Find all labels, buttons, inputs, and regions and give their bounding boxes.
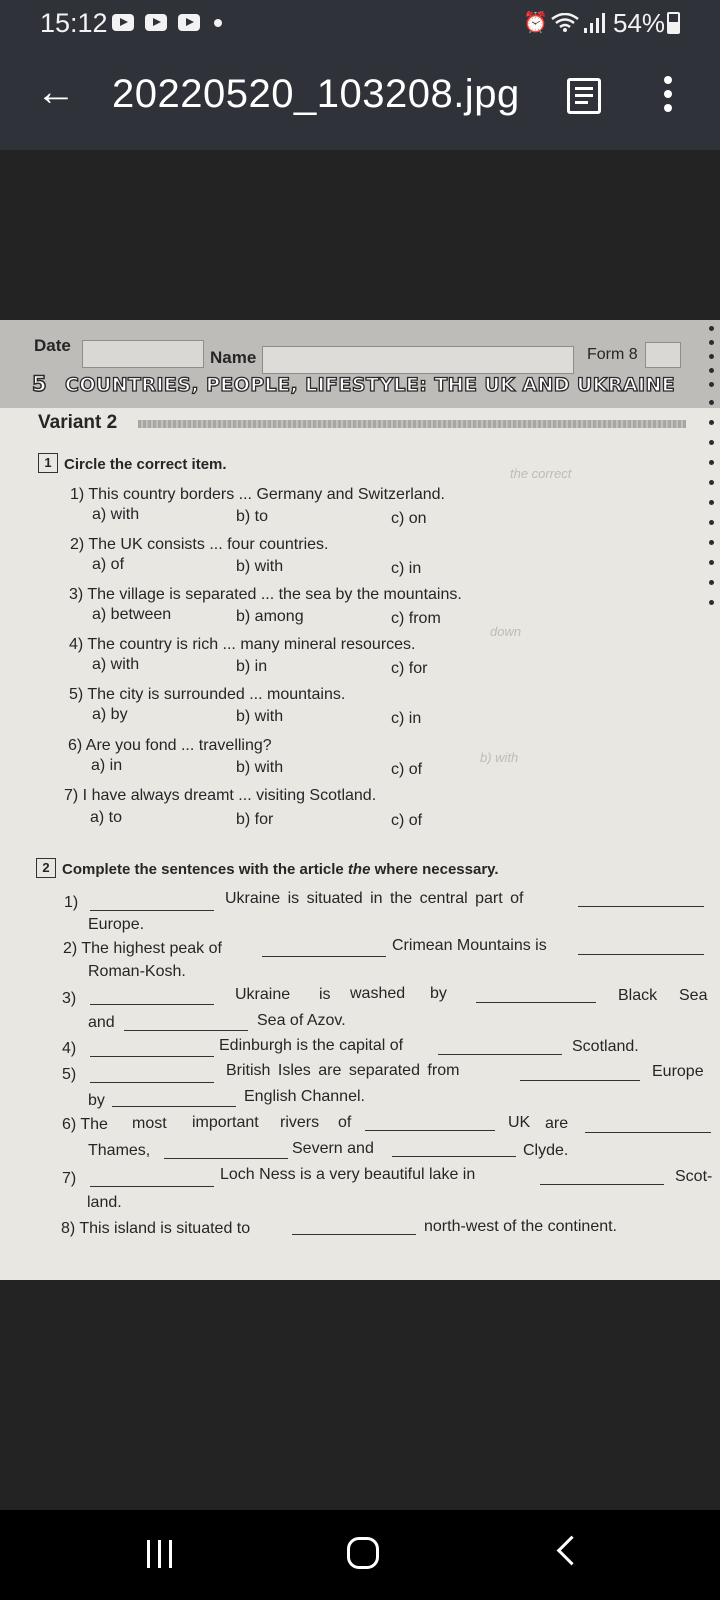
sentence-text: rivers [280,1114,320,1131]
sentence-text: Europe [652,1063,704,1080]
sentence-text: important [192,1114,259,1131]
option-a: a) by [92,706,128,723]
unit-number: 5 [32,372,47,396]
sentence-text: 2) The highest peak of [63,940,222,957]
answer-blank [585,1132,711,1133]
binder-ring [709,382,714,387]
option-c: c) in [391,710,422,727]
answer-blank [90,1056,214,1057]
answer-blank [90,1186,214,1187]
sentence-text: washed [350,985,406,1002]
option-b: b) with [236,558,284,575]
sentence-text: Scotland. [572,1038,639,1055]
photo-image[interactable] [0,320,720,1280]
binder-ring [709,326,714,331]
answer-blank [90,910,214,911]
answer-blank [476,1002,596,1003]
arrow-left-icon[interactable]: ← [36,70,76,114]
answer-blank [365,1130,495,1131]
option-b: b) for [236,811,274,828]
sentence-text: UK [508,1114,531,1131]
exercise-title: Complete the sentences with the article the where necessary. [62,861,499,878]
file-title: 20220520_103208.jpg [112,72,520,116]
more-vertical-icon[interactable] [664,76,672,118]
sentence-text: Severn and [292,1140,374,1157]
answer-blank [540,1184,664,1185]
sentence-text: by [88,1092,105,1109]
binder-ring [709,400,714,405]
answer-blank [578,954,704,955]
option-c: c) in [391,560,422,577]
option-c: c) from [391,610,441,627]
battery-percent: 54% [613,8,666,38]
show-through-text: the correct [510,466,572,481]
sentence-text: 8) This island is situated to [61,1220,251,1237]
name-field [262,346,574,374]
answer-blank [164,1158,288,1159]
answer-blank [292,1234,416,1235]
wifi-icon [550,13,580,33]
sentence-text: Clyde. [523,1142,569,1159]
binder-ring [709,500,714,505]
sentence-text: most [132,1115,167,1132]
back-chevron-icon[interactable] [557,1536,587,1566]
option-a: a) to [90,809,123,826]
sentence-text: Loch Ness is a very beautiful lake in [220,1166,476,1183]
question-text: 7) I have always dreamt ... visiting Scotland. [64,787,377,804]
option-a: a) with [92,656,140,673]
sentence-text: Ukraine [235,986,291,1003]
sentence-number: 1) [64,894,79,911]
answer-blank [438,1054,562,1055]
answer-blank [112,1106,236,1107]
answer-blank [392,1156,516,1157]
option-c: c) of [391,761,423,778]
battery-icon [667,12,680,34]
sentence-text: Europe. [88,916,145,933]
sentence-text: Sea of Azov. [257,1012,346,1029]
youtube-icon [112,14,134,31]
question-text: 5) The city is surrounded ... mountains. [69,686,346,703]
sentence-text: 6) The [62,1116,108,1133]
variant-label: Variant 2 [38,412,118,433]
sentence-text: are [545,1115,569,1132]
question-text: 1) This country borders ... Germany and Switzerland. [70,486,445,503]
option-c: c) for [391,660,428,677]
option-a: a) with [92,506,140,523]
sentence-text: Scot- [675,1168,713,1185]
show-through-text: b) with [480,750,519,765]
sentence-number: 4) [62,1040,77,1057]
binder-ring [709,480,714,485]
binder-ring [709,460,714,465]
name-label: Name [210,348,257,367]
binder-ring [709,600,714,605]
show-through-text: down [490,624,522,639]
sentence-number: 3) [62,990,77,1007]
unit-title: COUNTRIES, PEOPLE, LIFESTYLE: THE UK AND UKRAINE [65,374,676,396]
option-c: c) of [391,812,423,829]
sentence-text: of [338,1114,352,1131]
binder-ring [709,420,714,425]
option-a: a) of [92,556,125,573]
form-field [645,342,681,368]
sentence-text: land. [87,1194,122,1211]
option-b: b) to [236,508,269,525]
sentence-text: Roman-Kosh. [88,963,186,980]
sentence-text: Crimean Mountains is [392,937,547,954]
youtube-icon [145,14,167,31]
answer-blank [124,1030,248,1031]
sentence-text: Sea [679,987,708,1004]
sentence-text: British Isles are separated from [226,1062,460,1079]
sentence-number: 7) [62,1170,77,1187]
binder-ring [709,340,714,345]
document-text-icon[interactable] [567,78,601,114]
exercise-title: Circle the correct item. [64,456,227,473]
variant-divider [138,420,686,428]
question-text: 2) The UK consists ... four countries. [70,536,329,553]
sentence-text: Ukraine is situated in the central part of [225,890,524,907]
app-bar [0,46,720,150]
option-b: b) with [236,708,284,725]
option-b: b) among [236,608,304,625]
sentence-text: by [430,985,447,1002]
date-field [82,340,204,368]
form-label: Form 8 [587,346,638,363]
home-icon[interactable] [347,1537,379,1569]
binder-ring [709,368,714,373]
sentence-text: Thames, [88,1142,151,1159]
option-a: a) between [92,606,172,623]
sentence-number: 5) [62,1066,77,1083]
option-b: b) in [236,658,268,675]
option-c: c) on [391,510,427,527]
binder-ring [709,540,714,545]
answer-blank [262,956,386,957]
sentence-text: and [88,1014,115,1031]
binder-ring [709,580,714,585]
option-a: a) in [91,757,123,774]
answer-blank [90,1004,214,1005]
answer-blank [90,1082,214,1083]
option-b: b) with [236,759,284,776]
status-time: 15:12 [40,8,108,38]
sentence-text: Edinburgh is the capital of [219,1037,404,1054]
sentence-text: Black [618,987,658,1004]
binder-ring [709,440,714,445]
exercise-number: 2 [36,858,56,878]
exercise-number: 1 [38,453,58,473]
question-text: 4) The country is rich ... many mineral resources. [69,636,416,653]
question-text: 6) Are you fond ... travelling? [68,737,272,754]
binder-ring [709,354,714,359]
status-bar [0,0,720,46]
answer-blank [520,1080,640,1081]
youtube-icon [178,14,200,31]
sentence-text: is [319,986,331,1003]
recents-icon[interactable] [147,1540,175,1568]
signal-icon [582,12,606,34]
binder-ring [709,560,714,565]
alarm-icon: ⏰ [523,12,548,34]
notification-dot-icon [214,19,222,27]
binder-ring [709,520,714,525]
question-text: 3) The village is separated ... the sea by the mountains. [69,586,462,603]
sentence-text: English Channel. [244,1088,365,1105]
navigation-bar [0,1510,720,1600]
answer-blank [578,906,704,907]
sentence-text: north-west of the continent. [424,1218,617,1235]
date-label: Date [34,336,71,355]
